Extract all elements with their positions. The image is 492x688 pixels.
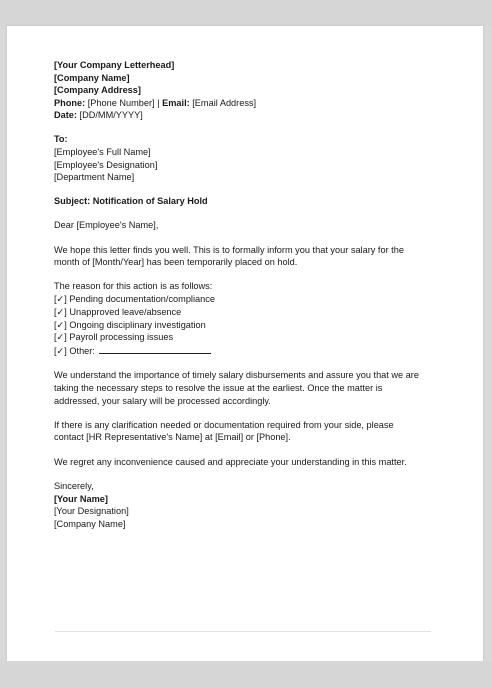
phone-value: [Phone Number]	[87, 97, 155, 108]
sign-off: Sincerely,	[54, 480, 94, 491]
checkbox-icon: [✓]	[54, 332, 67, 343]
document-page	[7, 26, 483, 661]
signer-company: [Company Name]	[54, 518, 126, 529]
footer-divider	[55, 631, 431, 632]
intro-paragraph	[54, 244, 454, 269]
reason-item-other	[54, 344, 454, 358]
recipient-department: [Department Name]	[54, 172, 135, 183]
recipient-block	[54, 133, 454, 183]
intro-line: month of [Month/Year] has been temporarily placed on hold.	[54, 257, 298, 268]
company-address: [Company Address]	[54, 85, 141, 96]
paragraph-line: We understand the importance of timely salary disbursements and assure you that we are	[54, 370, 419, 381]
date-line	[54, 109, 454, 122]
salutation: Dear [Employee's Name],	[54, 220, 159, 231]
company-name: [Company Name]	[54, 72, 130, 83]
signer-name: [Your Name]	[54, 493, 108, 504]
reason-item	[54, 293, 454, 306]
reason-item	[54, 306, 454, 319]
closing-block	[54, 480, 454, 531]
reasons-block	[54, 280, 454, 357]
date-label: Date:	[54, 110, 77, 121]
checkbox-icon: [✓]	[54, 306, 67, 317]
reason-text: Pending documentation/compliance	[69, 294, 215, 305]
understanding-paragraph	[54, 369, 454, 407]
paragraph-line: If there is any clarification needed or documentation required from your side, please	[54, 419, 394, 430]
clarification-paragraph	[54, 419, 454, 444]
reason-text: Ongoing disciplinary investigation	[69, 319, 206, 330]
window-top-bar	[0, 0, 492, 26]
subject-line: Subject: Notification of Salary Hold	[54, 196, 208, 207]
email-value: [Email Address]	[192, 97, 257, 108]
reason-item	[54, 331, 454, 344]
paragraph-line: addressed, your salary will be processed accordingly.	[54, 395, 271, 406]
regret-paragraph: We regret any inconvenience caused and appreciate your understanding in this matter.	[54, 456, 407, 467]
date-value: [DD/MM/YYYY]	[79, 110, 143, 121]
reason-item	[54, 319, 454, 332]
checkbox-icon: [✓]	[54, 345, 67, 356]
to-label: To:	[54, 134, 68, 145]
phone-label: Phone:	[54, 97, 86, 108]
contact-line	[54, 97, 454, 110]
recipient-designation: [Employee's Designation]	[54, 159, 158, 170]
checkbox-icon: [✓]	[54, 319, 67, 330]
paragraph-line: contact [HR Representative's Name] at [Email] or [Phone].	[54, 432, 291, 443]
intro-line: We hope this letter finds you well. This is to formally inform you that your salary for the	[54, 244, 404, 255]
contact-separator: |	[154, 97, 163, 108]
reasons-intro: The reason for this action is as follows:	[54, 281, 213, 292]
recipient-name: [Employee's Full Name]	[54, 147, 151, 158]
email-label: Email:	[162, 97, 190, 108]
fill-in-blank-line	[99, 344, 211, 354]
letterhead-block	[54, 59, 454, 122]
reason-text: Unapproved leave/absence	[69, 306, 182, 317]
checkbox-icon: [✓]	[54, 294, 67, 305]
reason-text: Payroll processing issues	[69, 332, 174, 343]
paragraph-line: taking the necessary steps to resolve the issue at the earliest. Once the matter is	[54, 382, 383, 393]
window-bottom-bar	[0, 661, 492, 688]
signer-designation: [Your Designation]	[54, 506, 129, 517]
letter-body	[54, 59, 454, 531]
reason-text: Other:	[69, 345, 95, 356]
company-letterhead: [Your Company Letterhead]	[54, 60, 175, 70]
